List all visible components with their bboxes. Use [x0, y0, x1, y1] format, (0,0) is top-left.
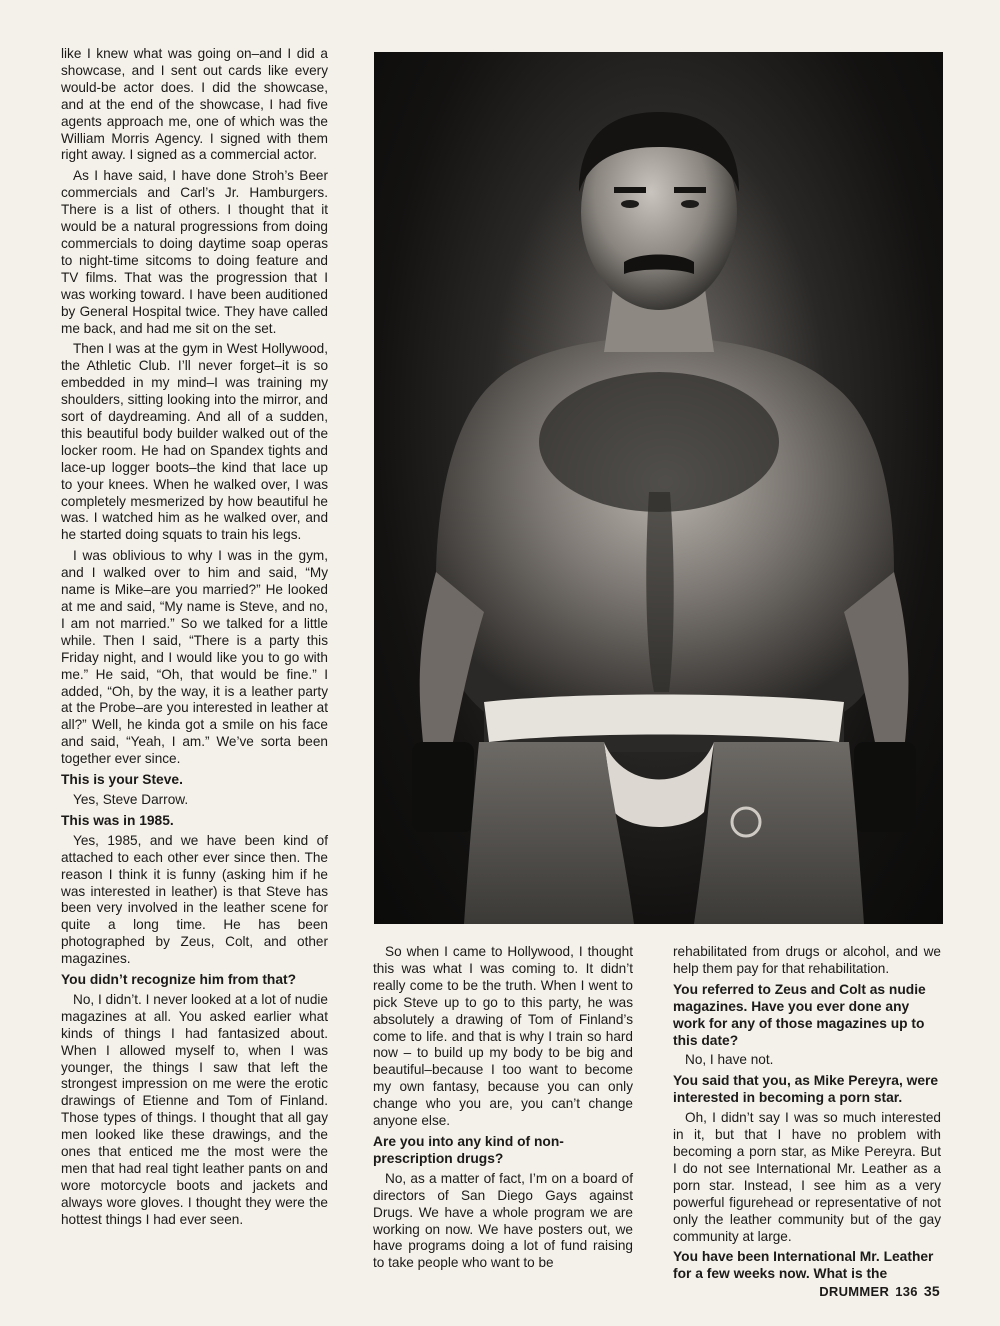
interview-question: This was in 1985. [61, 812, 174, 828]
portrait-photo [374, 52, 943, 924]
interview-question: You have been International Mr. Leather for a few weeks now. What is the [673, 1249, 934, 1282]
portrait-illustration [374, 52, 943, 924]
body-paragraph: like I knew what was going on–and I did a showcase, and I sent out cards like every would-be actor does. I did the showcase, and at the end of the showcase, I had five agents approach me, one of which was the William Morris Agency. I signed with them right away. I signed as a commercial actor. [61, 46, 328, 163]
text-column-middle [373, 944, 633, 1276]
body-paragraph: As I have said, I have done Stroh’s Beer commercials and Carl’s Jr. Hamburgers. There is a list of others. I thought that it would be a natural progressions from doing commercials to doing daytime soap operas to night-time sitcoms to doing feature and TV films. That was the progression that I was working toward. I have been auditioned by General Hospital twice. They have called me back, and had me sit on the set. [61, 168, 328, 336]
body-paragraph: I was oblivious to why I was in the gym, and I walked over to him and said, “My name is Mike–are you married?” He looked at me and said, “My name is Steve, and no, I am not married.” So we talked for a little while. Then I said, “There is a party this Friday night, and I would like you to go with me.” He said, “Oh, that would be fine.” I added, “Oh, by the way, it is a leather party at the Probe–are you interested in leather at all?” Well, he kinda got a smile on his face and said, “Yeah, I am.” We’ve sorta been together ever since. [61, 548, 328, 767]
interview-question: You referred to Zeus and Colt as nudie magazines. Have you ever done any work for any of those magazines up to this date? [673, 981, 926, 1048]
magazine-name: DRUMMER [819, 1284, 890, 1299]
interview-answer: No, as a matter of fact, I’m on a board of directors of San Diego Gays against Drugs. We have a whole program we are working on now. We have posters out, we have programs doing a lot of fund raising to take people who want to be [373, 1170, 633, 1271]
issue-number: 136 [895, 1284, 918, 1299]
page-folio [813, 1283, 940, 1299]
interview-answer: No, I didn’t. I never looked at a lot of nudie magazines at all. You asked earlier what kinds of things I had fantasized about. When I allowed myself to, when I was younger, the things I saw that left the strongest impression on me were the erotic drawings of Etienne and Tom of Finland. Those types of things. I thought that all gay men looked like these drawings, and the ones that enticed me the most were the men that had real tight leather pants on and wore motorcycle boots and jackets and always wore gloves. I thought they were the hottest things I had ever seen. [61, 991, 328, 1227]
interview-answer: No, I have not. [685, 1052, 774, 1068]
interview-question: You didn’t recognize him from that? [61, 972, 297, 988]
interview-question: Are you into any kind of non-prescription drugs? [373, 1133, 564, 1166]
interview-answer: Oh, I didn’t say I was so much interested in it, but that I have no problem with becoming a porn star, as Mike Pereyra. But I do not see International Mr. Leather as a porn star. Instead, I see him as a very powerful figurehead or representative of not only the leather community but of the gay community at large. [673, 1110, 941, 1244]
interview-answer: Yes, Steve Darrow. [73, 791, 189, 807]
body-paragraph: So when I came to Hollywood, I thought this was what I was coming to. It didn’t really come to be the truth. When I went to pick Steve up to go to this party, he was absolutely a drawing of Tom of Finland’s come to life. and that is why I train so hard now – to build up my body to be big and beautiful–because I too want to become my own fantasy, because you can only change who you are, you can’t change anyone else. [373, 944, 633, 1129]
page-number: 35 [923, 1283, 940, 1299]
text-column-left [61, 46, 328, 1233]
interview-answer: Yes, 1985, and we have been kind of attached to each other ever since then. The reason I think it is funny (asking him if he was interested in leather) is that Steve has been very involved in the leather scene for quite a long time. He has been photographed by Zeus, Colt, and other magazines. [61, 832, 328, 967]
interview-question: This is your Steve. [61, 772, 183, 788]
body-paragraph: Then I was at the gym in West Hollywood, the Athletic Club. I’ll never forget–it is so embedded in my mind–I was training my shoulders, sitting looking into the mirror, and sort of daydreaming. And all of a sudden, this beautiful body builder walked out of the locker room. He had on Spandex tights and lace-up logger boots–the kind that lace up to your knees. When he walked over, I was completely mesmerized by how beautiful he was. I watched him as he walked over, and he started doing squats to train his legs. [61, 341, 328, 543]
body-paragraph: rehabilitated from drugs or alcohol, and we help them pay for that rehabilitation. [673, 944, 941, 976]
text-column-right [673, 944, 941, 1286]
interview-question: You said that you, as Mike Pereyra, were interested in becoming a porn star. [673, 1073, 939, 1106]
